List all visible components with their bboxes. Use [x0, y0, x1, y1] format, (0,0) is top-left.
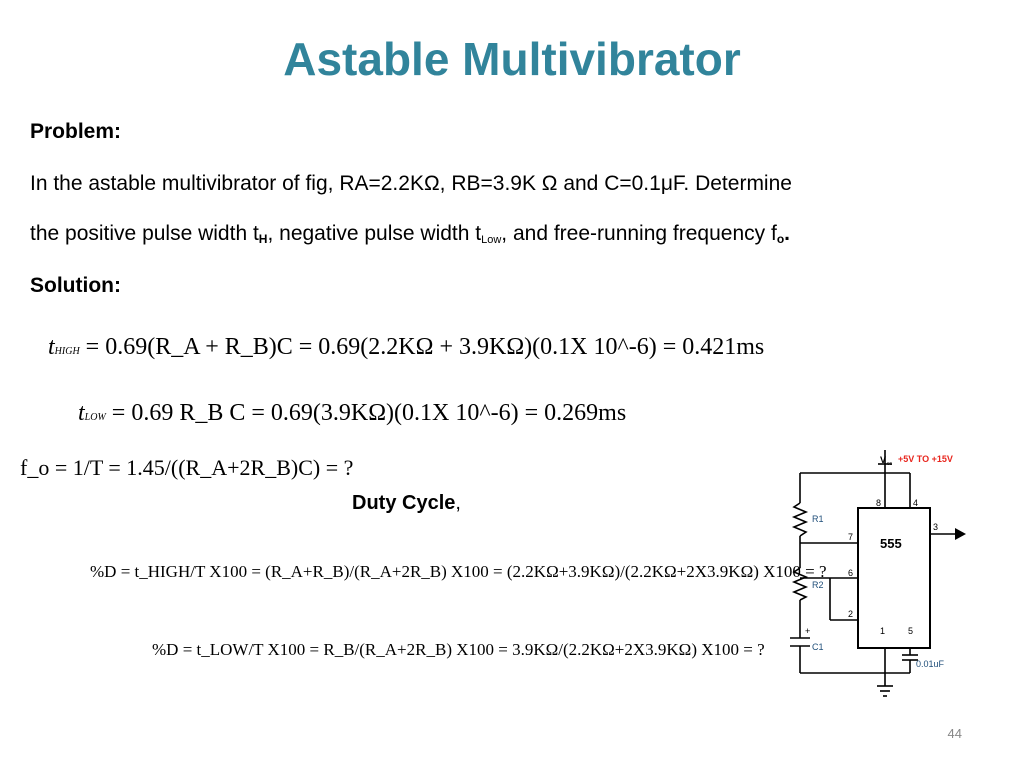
r1-label: R1: [812, 514, 824, 524]
equation-t-low: tLOW = 0.69 R_B C = 0.69(3.9KΩ)(0.1X 10^-6) = 0.269ms: [78, 400, 627, 426]
pin-7-label: 7: [848, 532, 854, 542]
cap-plus-sign: +: [805, 626, 811, 636]
vcc-label: V: [880, 455, 887, 465]
cap-value-label: 0.01uF: [916, 659, 945, 669]
circuit-diagram: [770, 448, 990, 713]
c1-label: C1: [812, 642, 824, 652]
equation-duty-low: %D = t_LOW/T X100 = R_B/(R_A+2R_B) X100 = 3.9KΩ/(2.2KΩ+2X3.9KΩ) X100 = ?: [152, 640, 765, 659]
problem-label: Problem:: [30, 120, 122, 143]
chip-label: 555: [880, 536, 902, 551]
pin-8-label: 8: [876, 498, 882, 508]
pin-3-label: 3: [933, 522, 939, 532]
vcc-range-label: +5V TO +15V: [898, 454, 953, 464]
solution-label: Solution:: [30, 274, 121, 297]
page-number: 44: [947, 726, 962, 741]
vcc-sub-label: cc: [887, 461, 892, 467]
duty-cycle-label: Duty Cycle,: [352, 492, 461, 514]
r2-label: R2: [812, 580, 824, 590]
pin-6-label: 6: [848, 568, 854, 578]
pin-5-label: 5: [908, 626, 914, 636]
equation-t-high: tHIGH = 0.69(R_A + R_B)C = 0.69(2.2KΩ + 3.9KΩ)(0.1X 10^-6) = 0.421ms: [48, 334, 765, 360]
equation-frequency: f_o = 1/T = 1.45/((R_A+2R_B)C) = ?: [20, 455, 354, 480]
problem-line-2: the positive pulse width $t_H$, negative pulse width $t_{Low}$, and free-running frequency $f_o$.: [30, 222, 790, 246]
pin-1-label: 1: [880, 626, 886, 636]
slide-title: Astable Multivibrator: [283, 33, 741, 85]
problem-line-1: In the astable multivibrator of fig, RA=2.2KΩ, RB=3.9K Ω and C=0.1μF. Determine: [30, 172, 792, 195]
pin-2-label: 2: [848, 609, 854, 619]
pin-4-label: 4: [913, 498, 919, 508]
equation-duty-high: %D = t_HIGH/T X100 = (R_A+R_B)/(R_A+2R_B) X100 = (2.2KΩ+3.9KΩ)/(2.2KΩ+2X3.9KΩ) X100 = ?: [90, 562, 827, 581]
